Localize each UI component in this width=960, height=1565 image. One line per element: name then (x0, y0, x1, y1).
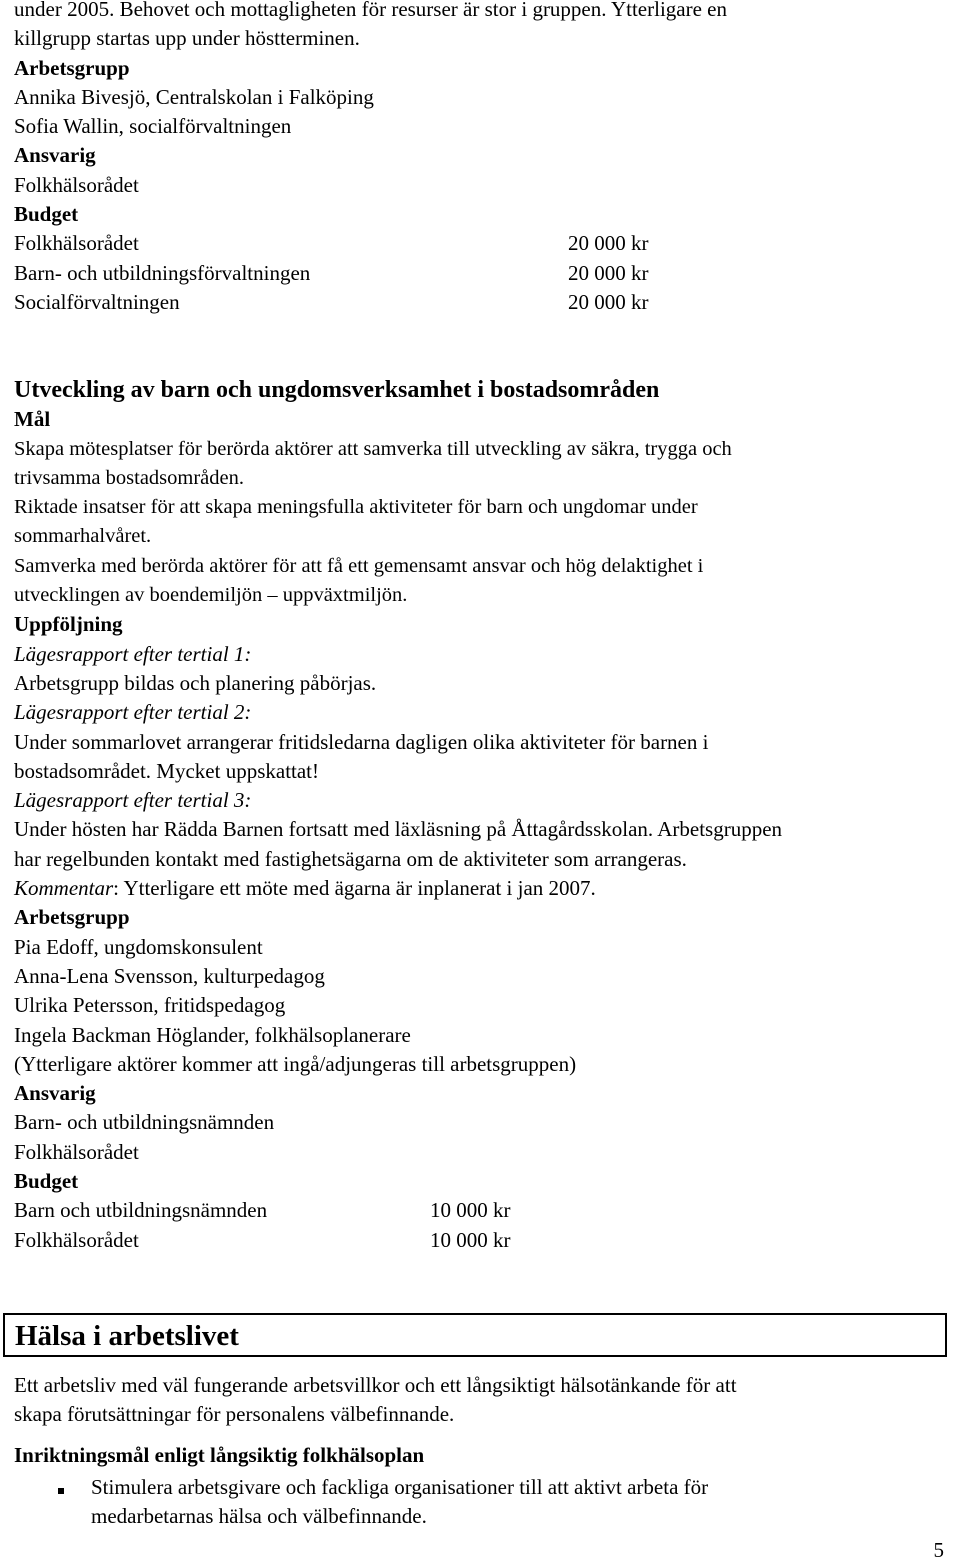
report-text: bostadsområdet. Mycket uppskattat! (14, 758, 320, 783)
budget-amount: 10 000 kr (430, 1198, 511, 1223)
section-heading-uppfoljning: Uppföljning (14, 612, 123, 637)
bullet-item (14, 1473, 944, 1532)
budget-label: Folkhälsorådet (14, 231, 139, 256)
budget-label: Folkhälsorådet (14, 1227, 139, 1252)
report-label-tertial-1: Lägesrapport efter tertial 1: (14, 641, 252, 666)
bullet-text-line: Stimulera arbetsgivare och fackliga organisationer till att aktivt arbeta för (91, 1474, 709, 1499)
section-heading-budget: Budget (14, 1168, 79, 1193)
section-heading-inriktningsmal: Inriktningsmål enligt långsiktig folkhälsoplan (14, 1443, 425, 1468)
goal-line: Samverka med berörda aktörer för att få ett gemensamt ansvar och hög delaktighet i (14, 554, 704, 577)
section-title-box: Hälsa i arbetslivet (3, 1313, 947, 1357)
budget-row (14, 1196, 944, 1225)
intro-line: under 2005. Behovet och mottagligheten för resurser är stor i gruppen. Ytterligare en (14, 0, 727, 21)
goal-line: Riktade insatser för att skapa meningsfulla aktiviteter för barn och ungdomar under (14, 496, 698, 519)
spacer (14, 317, 944, 375)
comment-label: Kommentar (14, 876, 114, 901)
member-line: Sofia Wallin, socialförvaltningen (14, 114, 292, 139)
intro-line: Ett arbetsliv med väl fungerande arbetsvillkor och ett långsiktigt hälsotänkande för att (14, 1372, 737, 1397)
responsible-line: Folkhälsorådet (14, 172, 139, 197)
budget-amount: 20 000 kr (568, 231, 649, 256)
budget-label: Barn och utbildningsnämnden (14, 1198, 268, 1223)
comment-text: : Ytterligare ett möte med ägarna är inplanerat i jan 2007. (113, 876, 596, 901)
report-text: har regelbunden kontakt med fastighetsägarna om de aktiviteter som arrangeras. (14, 846, 687, 871)
page-number: 5 (933, 1538, 944, 1562)
budget-row (14, 229, 944, 258)
budget-row (14, 259, 944, 288)
report-text: Arbetsgrupp bildas och planering påbörjas. (14, 670, 377, 695)
member-line: Pia Edoff, ungdomskonsulent (14, 934, 263, 959)
bullet-square-icon (14, 1473, 91, 1532)
section-heading-ansvarig: Ansvarig (14, 1081, 96, 1106)
goal-line: trivsamma bostadsområden. (14, 466, 245, 489)
goal-line: sommarhalvåret. (14, 525, 152, 548)
goal-line: utvecklingen av boendemiljön – uppväxtmiljön. (14, 584, 408, 607)
budget-label: Socialförvaltningen (14, 289, 180, 314)
responsible-line: Folkhälsorådet (14, 1139, 139, 1164)
budget-row (14, 288, 944, 317)
section-intro (14, 1371, 944, 1430)
section-heading-arbetsgrupp: Arbetsgrupp (14, 55, 130, 80)
report-text: Under hösten har Rädda Barnen fortsatt med läxläsning på Åttagårdsskolan. Arbetsgruppen (14, 817, 783, 842)
member-line: Anna-Lena Svensson, kulturpedagog (14, 963, 325, 988)
goal-line: Skapa mötesplatser för berörda aktörer att samverka till utveckling av säkra, trygga och (14, 437, 732, 460)
member-line: Ingela Backman Höglander, folkhälsoplanerare (14, 1022, 411, 1047)
responsible-line: Barn- och utbildningsnämnden (14, 1110, 275, 1135)
spacer (14, 1255, 944, 1313)
budget-row (14, 1226, 944, 1255)
intro-line: skapa förutsättningar för personalens välbefinnande. (14, 1402, 455, 1427)
member-line: Ulrika Petersson, fritidspedagog (14, 993, 286, 1018)
goals-block (14, 435, 944, 611)
report-text: Under sommarlovet arrangerar fritidsledarna dagligen olika aktiviteter för barnen i (14, 729, 709, 754)
budget-amount: 10 000 kr (430, 1227, 511, 1252)
budget-amount: 20 000 kr (568, 289, 649, 314)
section-heading-ansvarig: Ansvarig (14, 143, 96, 168)
section-heading-mal: Mål (14, 407, 51, 432)
document-page (14, 0, 944, 1531)
intro-line: killgrupp startas upp under höstterminen. (14, 26, 360, 51)
report-label-tertial-2: Lägesrapport efter tertial 2: (14, 700, 252, 725)
member-line: (Ytterligare aktörer kommer att ingå/adjungeras till arbetsgruppen) (14, 1051, 577, 1076)
bullet-text-line: medarbetarnas hälsa och välbefinnande. (91, 1504, 427, 1529)
member-line: Annika Bivesjö, Centralskolan i Falköping (14, 84, 374, 109)
comment-line (14, 874, 944, 903)
section-heading-budget: Budget (14, 202, 79, 227)
budget-label: Barn- och utbildningsförvaltningen (14, 260, 311, 285)
section-title: Utveckling av barn och ungdomsverksamhet i bostadsområden (14, 377, 660, 404)
budget-amount: 20 000 kr (568, 260, 649, 285)
report-label-tertial-3: Lägesrapport efter tertial 3: (14, 788, 252, 813)
section-heading-arbetsgrupp: Arbetsgrupp (14, 905, 130, 930)
